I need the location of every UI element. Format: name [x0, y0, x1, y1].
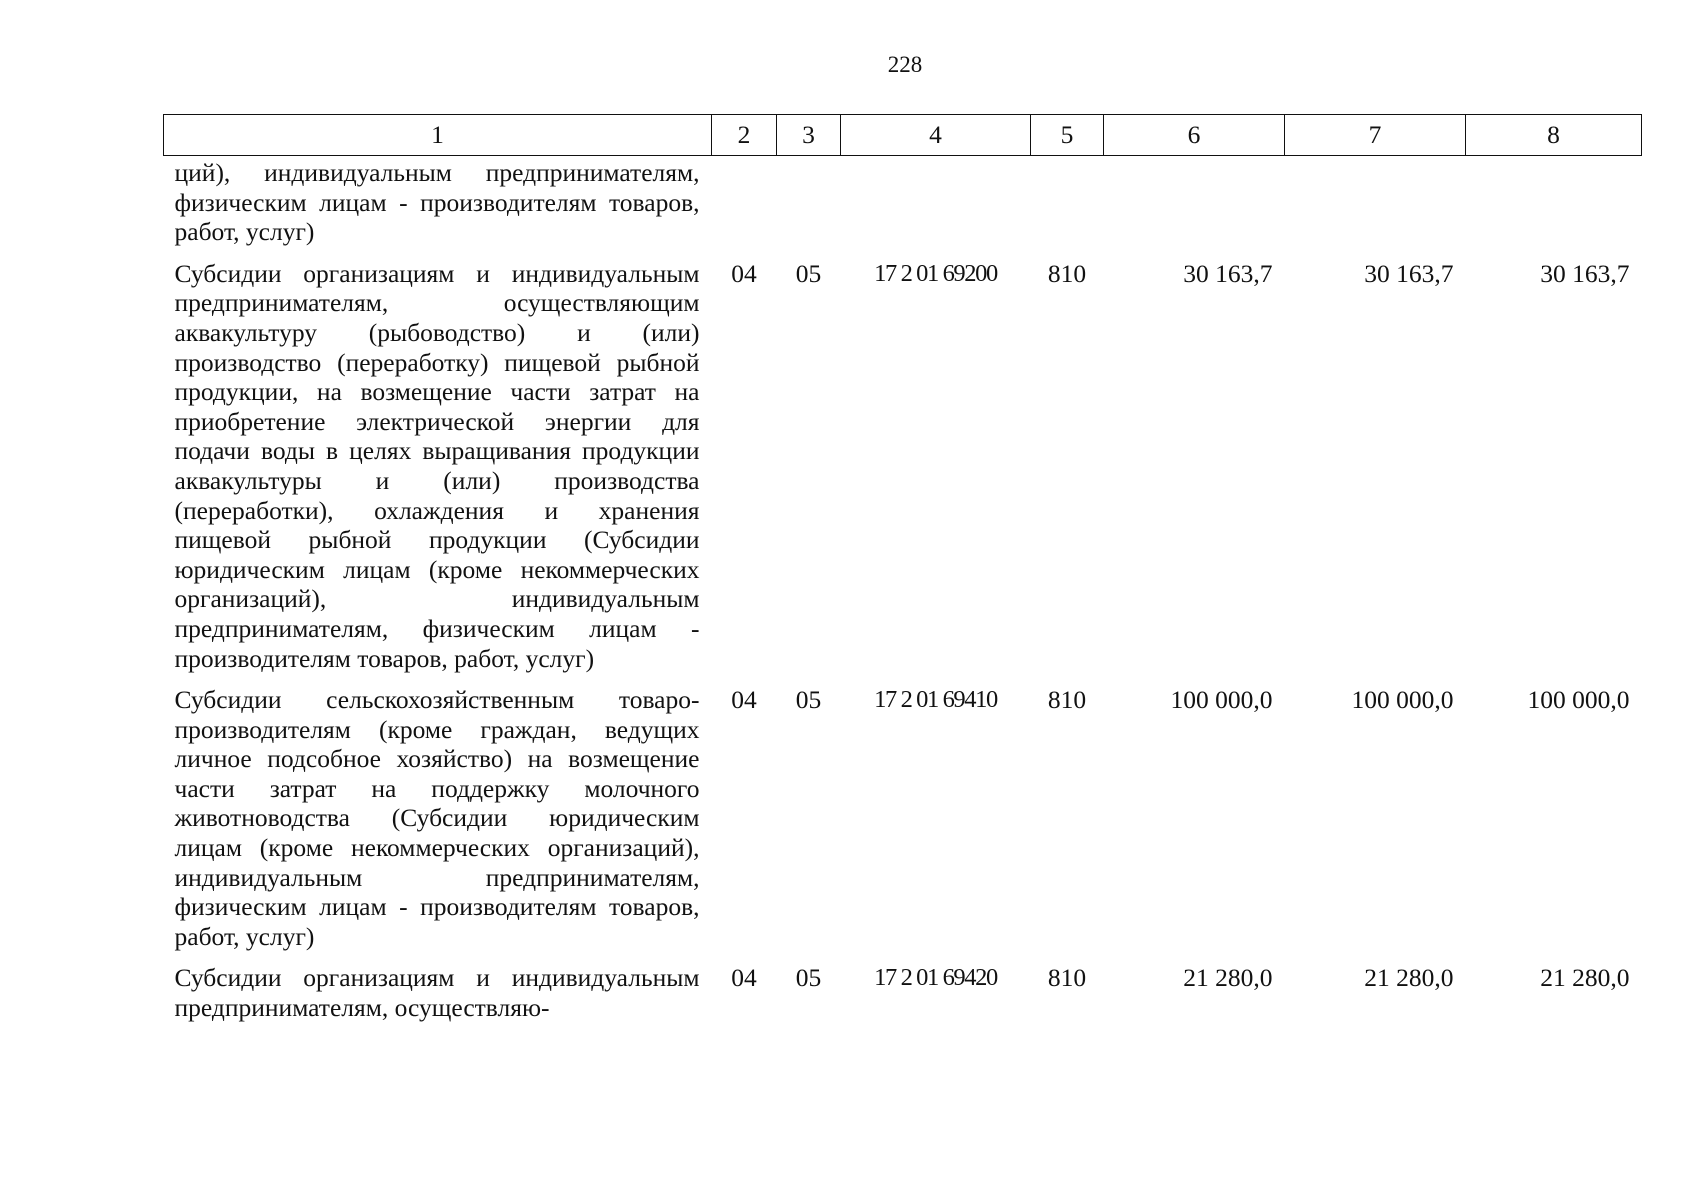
row-section: 04 [731, 963, 757, 993]
budget-table [163, 114, 1642, 1023]
row-subsection: 05 [795, 258, 822, 288]
header-col-1: 1 [164, 115, 712, 156]
continuation-description: ций), индивидуальным предпринимателям, физическим лицам - производителям товаров, работ, услуг) [174, 158, 700, 247]
header-col-2: 2 [712, 115, 777, 156]
table-row [164, 685, 1642, 951]
table-row [164, 259, 1642, 673]
row-amount-col-7: 30 163,7 [1364, 258, 1454, 288]
row-expense-type: 810 [1047, 685, 1087, 715]
row-expense-type: 810 [1047, 258, 1087, 288]
row-expense-type: 810 [1047, 963, 1087, 993]
row-target-article: 17 2 01 69420 [874, 964, 997, 992]
row-description: Субсидии организациям и индивидуальным предпринимателям, осуществляю- [174, 963, 700, 1023]
row-amount-col-8: 100 000,0 [1527, 685, 1630, 715]
row-amount-col-7: 100 000,0 [1351, 685, 1454, 715]
table-row [164, 963, 1642, 1022]
row-target-article: 17 2 01 69410 [874, 686, 997, 714]
row-section: 04 [731, 685, 757, 715]
row-amount-col-8: 21 280,0 [1540, 963, 1630, 993]
row-subsection: 05 [795, 963, 822, 993]
continuation-row [164, 156, 1642, 247]
row-target-article: 17 2 01 69200 [874, 259, 997, 287]
row-amount-col-6: 30 163,7 [1183, 258, 1273, 288]
row-amount-col-6: 21 280,0 [1183, 963, 1273, 993]
row-description: Субсидии организациям и индивидуальным предпринимателям, осуществляющим аквакультуру (рыбоводство) и (или) производство (переработку) пищевой рыбной продукции, на возмещение части затрат на приобретение электрической энергии для подачи воды в целях выращивания продукции аквакультуры и (или) производства (переработки), охлаждения и хранения пищевой рыбной продукции (Субсидии юридическим лицам (кроме некоммерческих организаций), индивидуальным предпринимателям, физическим лицам - производителям товаров, работ, услуг) [174, 258, 700, 673]
row-section: 04 [731, 258, 757, 288]
header-col-6: 6 [1104, 115, 1285, 156]
header-col-5: 5 [1031, 115, 1104, 156]
page-number: 228 [887, 52, 923, 77]
row-amount-col-6: 100 000,0 [1170, 685, 1273, 715]
row-description: Субсидии сельскохозяйственным товаропроизводителям (кроме граждан, ведущих личное подсобное хозяйство) на возмещение части затрат на поддержку молочного животноводства (Субсидии юридическим лицам (кроме некоммерческих организаций), индивидуальным предпринимателям, физическим лицам - производителям товаров, работ, услуг) [174, 685, 700, 951]
row-amount-col-8: 30 163,7 [1540, 258, 1630, 288]
row-subsection: 05 [795, 685, 822, 715]
header-col-8: 8 [1466, 115, 1642, 156]
header-col-4: 4 [841, 115, 1031, 156]
row-amount-col-7: 21 280,0 [1364, 963, 1454, 993]
header-col-7: 7 [1285, 115, 1466, 156]
table-header-row [164, 115, 1642, 156]
header-col-3: 3 [777, 115, 841, 156]
